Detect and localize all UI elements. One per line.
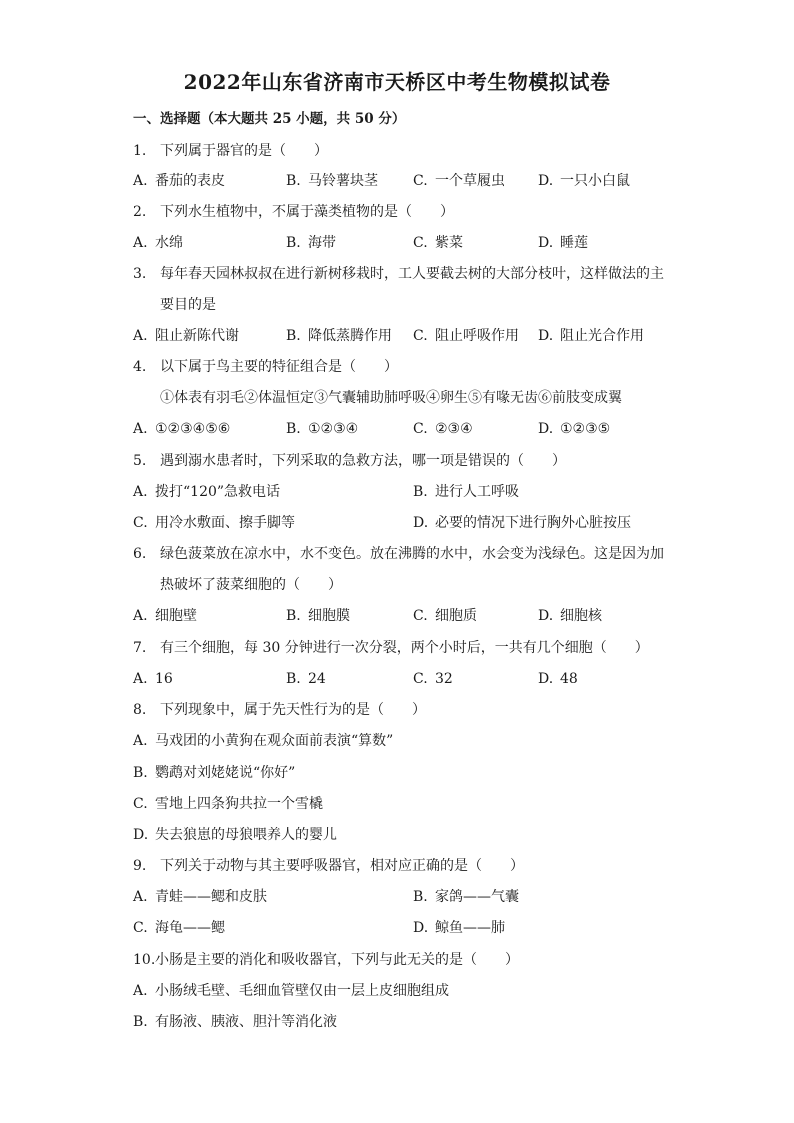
option-a: A. 细胞壁 (133, 608, 197, 624)
option-b: B. 家鸽——气囊 (413, 889, 519, 905)
question-text: 下列关于动物与其主要呼吸器官，相对应正确的是（ ） (160, 858, 524, 874)
question-7 (133, 639, 649, 657)
question-number: 2. (133, 204, 147, 220)
question-text: 下列现象中，属于先天性行为的是（ ） (160, 702, 426, 718)
option-b: B. 鹦鹉对刘姥姥说“你好” (133, 765, 296, 781)
option-a: A. 16 (133, 671, 173, 687)
question-8 (133, 701, 426, 719)
question-text: 有三个细胞，每 30 分钟进行一次分裂，两个小时后，一共有几个细胞（ ） (160, 640, 649, 656)
question-9 (133, 857, 524, 875)
option-c: C. 细胞质 (413, 608, 477, 624)
option-b: B. 有肠液、胰液、胆汁等消化液 (133, 1014, 337, 1030)
question-5 (133, 452, 566, 470)
question-number: 3. (133, 266, 147, 282)
question-2 (133, 203, 454, 221)
question-text: 下列水生植物中，不属于藻类植物的是（ ） (160, 204, 454, 220)
option-c: C. ②③④ (413, 421, 473, 437)
option-b: B. ①②③④ (286, 421, 359, 437)
option-b: B. 海带 (286, 235, 336, 251)
option-a: A. 番茄的表皮 (133, 173, 225, 189)
question-number: 8. (133, 702, 147, 718)
option-d: D. 必要的情况下进行胸外心脏按压 (413, 515, 631, 531)
option-b: B. 马铃薯块茎 (286, 173, 378, 189)
question-text: 每年春天园林叔叔在进行新树移栽时，工人要截去树的大部分枝叶，这样做法的主 (160, 266, 664, 282)
question-text-continued: 热破坏了菠菜细胞的（ ） (160, 577, 342, 593)
option-b: B. 降低蒸腾作用 (286, 328, 392, 344)
option-b: B. 24 (286, 671, 326, 687)
question-6 (133, 545, 664, 563)
option-c: C. 海龟——鳃 (133, 920, 225, 936)
option-d: D. 48 (538, 671, 578, 687)
option-a: A. 青蛙——鳃和皮肤 (133, 889, 267, 905)
option-a: A. 马戏团的小黄狗在观众面前表演“算数” (133, 733, 394, 749)
option-c: C. 32 (413, 671, 453, 687)
question-text: 绿色菠菜放在凉水中，水不变色。放在沸腾的水中，水会变为浅绿色。这是因为加 (160, 546, 664, 562)
option-c: C. 雪地上四条狗共拉一个雪橇 (133, 796, 323, 812)
option-d: D. ①②③⑤ (538, 421, 611, 437)
option-c: C. 用冷水敷面、擦手脚等 (133, 515, 295, 531)
question-4 (133, 358, 398, 376)
question-number: 4. (133, 359, 147, 375)
question-1 (133, 142, 328, 160)
question-10 (133, 951, 519, 969)
question-text: 以下属于鸟主要的特征组合是（ ） (160, 359, 398, 375)
question-3 (133, 265, 664, 283)
option-c: C. 紫菜 (413, 235, 463, 251)
option-a: A. 拨打“120”急救电话 (133, 484, 281, 500)
option-d: D. 鲸鱼——肺 (413, 920, 505, 936)
option-c: C. 一个草履虫 (413, 173, 505, 189)
option-c: C. 阻止呼吸作用 (413, 328, 519, 344)
option-b: B. 细胞膜 (286, 608, 350, 624)
option-a: A. ①②③④⑤⑥ (133, 421, 231, 437)
question-number: 7. (133, 640, 147, 656)
question-number: 10. (133, 952, 156, 968)
option-d: D. 细胞核 (538, 608, 602, 624)
question-number: 1. (133, 143, 147, 159)
question-text: 下列属于器官的是（ ） (160, 143, 328, 159)
option-a: A. 阻止新陈代谢 (133, 328, 239, 344)
question-text: 遇到溺水患者时，下列采取的急救方法，哪一项是错误的（ ） (160, 453, 566, 469)
option-a: A. 小肠绒毛壁、毛细血管壁仅由一层上皮细胞组成 (133, 983, 449, 999)
option-d: D. 失去狼崽的母狼喂养人的婴儿 (133, 827, 337, 843)
question-text-continued: ①体表有羽毛②体温恒定③气囊辅助肺呼吸④卵生⑤有喙无齿⑥前肢变成翼 (160, 390, 622, 406)
section-heading: 一、选择题（本大题共 25 小题，共 50 分） (133, 111, 406, 127)
option-d: D. 阻止光合作用 (538, 328, 644, 344)
question-number: 5. (133, 453, 147, 469)
question-text-continued: 要目的是 (160, 297, 216, 313)
option-d: D. 一只小白鼠 (538, 173, 630, 189)
question-text: 小肠是主要的消化和吸收器官，下列与此无关的是（ ） (155, 952, 519, 968)
question-number: 9. (133, 858, 147, 874)
page-title: 2022年山东省济南市天桥区中考生物模拟试卷 (183, 70, 611, 94)
option-a: A. 水绵 (133, 235, 183, 251)
option-d: D. 睡莲 (538, 235, 588, 251)
option-b: B. 进行人工呼吸 (413, 484, 519, 500)
question-number: 6. (133, 546, 147, 562)
